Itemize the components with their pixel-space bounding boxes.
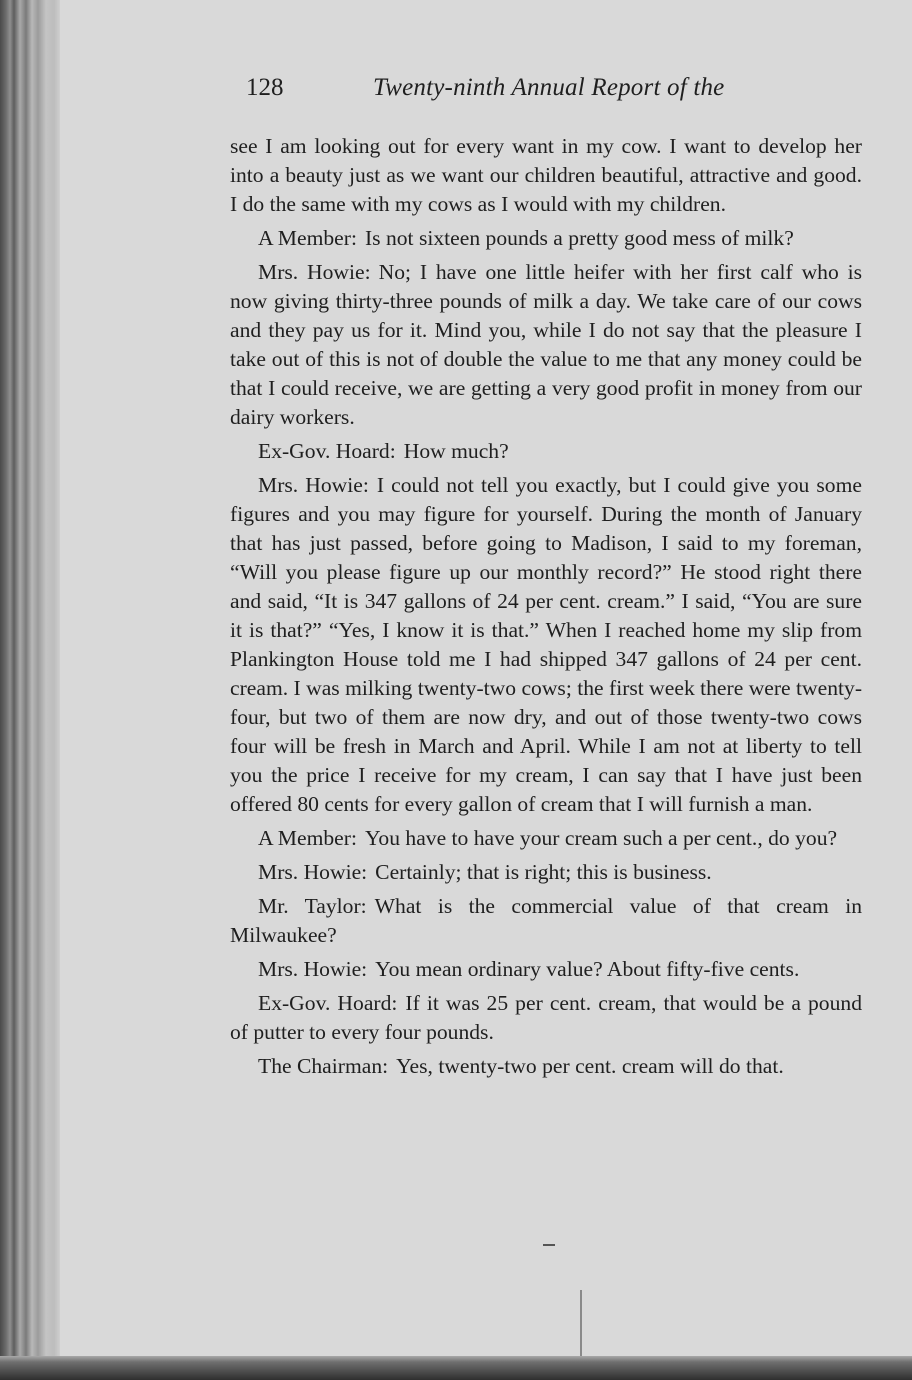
running-head [246, 74, 746, 114]
paragraph [230, 224, 862, 253]
paragraph-text: I could not tell you exactly, but I could give you some figures and you may figure for yourself. During the month of January that has just passed, before going to Madison, I said to my foreman, “Will you please figure up our monthly record?” He stood right there and said, “It is 347 gallons of 24 per cent. cream.” I said, “You are sure it is that?” “Yes, I know it is that.” When I reached home my slip from Plankington House told me I had shipped 347 gallons of 24 per cent. cream. I was milking twenty-two cows; the first week there were twenty-four, but two of them are now dry, and out of those twenty-two cows four will be fresh in March and April. While I am not at liberty to tell you the price I receive for my cream, I can say that I have just been offered 80 cents for every gallon of cream that I will furnish a man. [230, 473, 863, 816]
paragraph-text: Yes, twenty-two per cent. cream will do that. [396, 1054, 784, 1078]
speaker-label: The Chairman: [258, 1054, 389, 1078]
speaker-label: Ex-Gov. Hoard: [258, 991, 398, 1015]
paragraph-text: Is not sixteen pounds a pretty good mess of milk? [364, 226, 794, 250]
paragraph-text: see I am looking out for every want in my cow. I want to develop her into a beauty just as we want our children beautiful, attractive and good. I do the same with my cows as I would with my children. [230, 134, 862, 216]
book-binding [0, 0, 60, 1380]
paragraph [230, 892, 862, 950]
paragraph-text: You have to have your cream such a per cent., do you? [364, 826, 838, 850]
speaker-label: Mrs. Howie: [258, 957, 368, 981]
speaker-label: A Member: [258, 226, 357, 250]
speaker-label: Mrs. Howie: [258, 260, 371, 284]
paragraph [230, 955, 862, 984]
paragraph [230, 132, 862, 219]
paragraph-text: No; I have one little heifer with her first calf who is now giving thirty-three pounds of milk a day. We take care of our cows and they pay us for it. Mind you, while I do not say that the pleasure I take out of this is not of double the value to me that any money could be that I could receive, we are getting a very good profit in money from our dairy workers. [230, 260, 862, 429]
speaker-label: Mrs. Howie: [258, 473, 369, 497]
paragraph [230, 858, 862, 887]
paragraph-text: If it was 25 per cent. cream, that would be a pound of putter to every four pounds. [230, 991, 862, 1044]
paragraph-text: What is the commercial value of that cream in Milwaukee? [230, 894, 863, 947]
ink-smudge [543, 1244, 555, 1246]
speaker-label: Mr. Taylor: [258, 894, 367, 918]
paragraph [230, 1052, 862, 1081]
page-fold-shadow [580, 1290, 582, 1356]
paragraph [230, 258, 862, 432]
paragraph-text: You mean ordinary value? About fifty-five cents. [375, 957, 800, 981]
speaker-label: A Member: [258, 826, 357, 850]
page-bottom-edge [0, 1356, 912, 1380]
paragraph-text: How much? [403, 439, 509, 463]
paragraph [230, 989, 862, 1047]
page-body [230, 132, 862, 1086]
running-title: Twenty-ninth Annual Report of the [373, 74, 725, 101]
speaker-label: Mrs. Howie: [258, 860, 368, 884]
paragraph [230, 471, 862, 819]
paragraph-text: Certainly; that is right; this is business. [375, 860, 712, 884]
paragraph [230, 437, 862, 466]
page-number: 128 [246, 74, 284, 101]
paragraph [230, 824, 862, 853]
speaker-label: Ex-Gov. Hoard: [258, 439, 396, 463]
